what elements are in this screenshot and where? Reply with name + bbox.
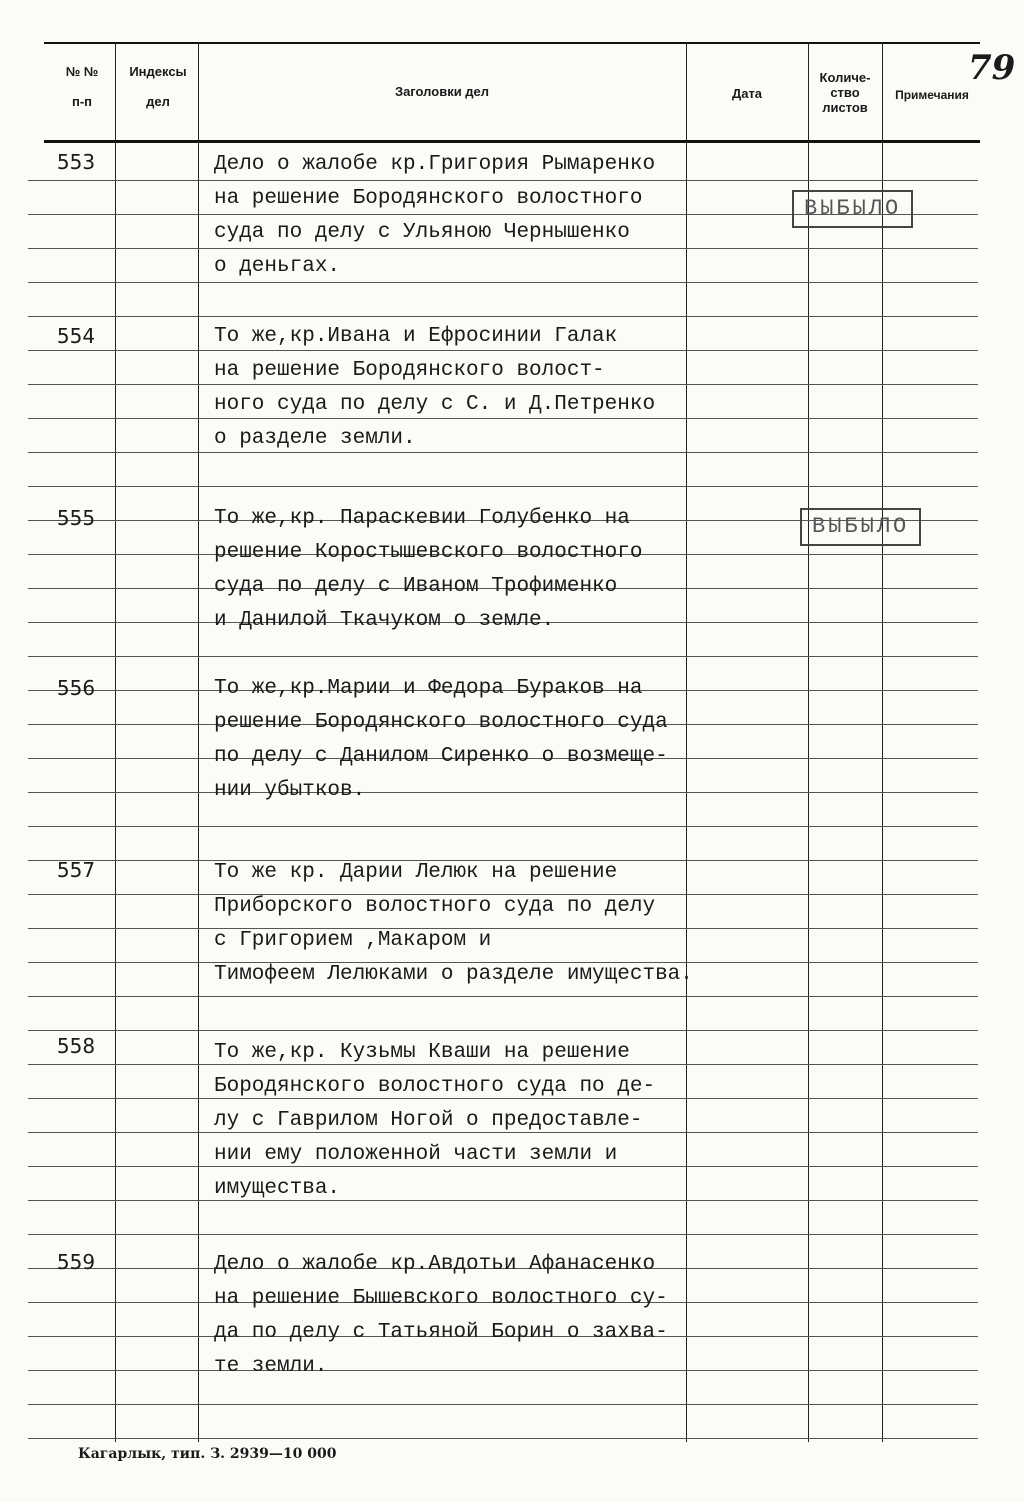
entry-line: решение Коростышевского волостного: [214, 541, 643, 564]
entry-line: То же,кр.Марии и Федора Бураков на: [214, 677, 643, 700]
printer-imprint: Кагарлык, тип. З. 2939—10 000: [78, 1446, 337, 1462]
entry-title: [214, 672, 714, 808]
ruled-line: [28, 656, 978, 657]
header-notes: Примечания: [895, 88, 969, 102]
entry-line: по делу с Данилом Сиренко о возмеще-: [214, 745, 668, 768]
entry-title: [214, 856, 714, 992]
entry-line: те земли.: [214, 1355, 328, 1378]
entry-line: и Данилой Ткачуком о земле.: [214, 609, 555, 632]
ruled-line: [28, 316, 978, 317]
entry-line: о деньгах.: [214, 255, 341, 278]
entry-line: ного суда по делу с С. и Д.Петренко: [214, 393, 656, 416]
entry-line: на решение Бородянского волостного: [214, 187, 643, 210]
entry-line: о разделе земли.: [214, 427, 416, 450]
header-sheets: Количе- ство листов: [819, 70, 871, 115]
column-divider-date: [808, 42, 809, 1442]
entry-title: [214, 1036, 714, 1206]
ruled-line: [28, 826, 978, 827]
entry-number: 558: [56, 1034, 96, 1058]
entry-line: Дело о жалобе кр.Григория Рымаренко: [214, 153, 656, 176]
entry-line: Приборского волостного суда по делу: [214, 895, 656, 918]
header-number: № № п-п: [65, 64, 99, 109]
entry-title: [214, 320, 714, 456]
column-divider-number: [115, 42, 116, 1442]
entry-line: решение Бородянского волостного суда: [214, 711, 668, 734]
entry-number: 557: [56, 858, 96, 882]
entry-title: [214, 1248, 714, 1384]
header-bottom-border: [44, 140, 980, 143]
entry-line: нии ему положенной части земли и: [214, 1143, 618, 1166]
ruled-line: [28, 486, 978, 487]
entry-line: нии убытков.: [214, 779, 366, 802]
entry-line: да по делу с Татьяной Борин о захва-: [214, 1321, 668, 1344]
entry-line: с Григорием ,Макаром и: [214, 929, 492, 952]
entry-line: То же,кр. Кузьмы Кваши на решение: [214, 1041, 630, 1064]
ruled-line: [28, 1234, 978, 1235]
ruled-line: [28, 1030, 978, 1031]
header-date: Дата: [731, 86, 763, 101]
entry-number: 555: [56, 506, 96, 530]
entry-line: имущества.: [214, 1177, 341, 1200]
entry-line: То же,кр. Параскевии Голубенко на: [214, 507, 630, 530]
header-index: Индексы дел: [129, 64, 187, 109]
page-number: 79: [968, 48, 1016, 88]
column-divider-sheets: [882, 42, 883, 1442]
entry-line: То же кр. Дарии Лелюк на решение: [214, 861, 618, 884]
entry-line: Дело о жалобе кр.Авдотьи Афанасенко: [214, 1253, 656, 1276]
entry-line: суда по делу с Ульяною Чернышенко: [214, 221, 630, 244]
header-title: Заголовки дел: [394, 84, 490, 99]
entry-line: на решение Бородянского волост-: [214, 359, 605, 382]
withdrawn-stamp: ВЫБЫЛО: [800, 508, 921, 546]
column-divider-index: [198, 42, 199, 1442]
entry-title: [214, 148, 714, 284]
entry-number: 559: [56, 1250, 96, 1274]
entry-line: Бородянского волостного суда по де-: [214, 1075, 656, 1098]
entry-line: суда по делу с Иваном Трофименко: [214, 575, 618, 598]
ruled-line: [28, 996, 978, 997]
top-border: [44, 42, 980, 44]
ruled-line: [28, 1438, 978, 1439]
entry-line: лу с Гаврилом Ногой о предоставле-: [214, 1109, 643, 1132]
entry-number: 553: [56, 150, 96, 174]
entry-line: То же,кр.Ивана и Ефросинии Галак: [214, 325, 618, 348]
entry-number: 556: [56, 676, 96, 700]
entry-line: на решение Бышевского волостного су-: [214, 1287, 668, 1310]
entry-number: 554: [56, 324, 96, 348]
entry-title: [214, 502, 714, 638]
withdrawn-stamp: ВЫБЫЛО: [792, 190, 913, 228]
ruled-line: [28, 1404, 978, 1405]
entry-line: Тимофеем Лелюками о разделе имущества.: [214, 963, 693, 986]
